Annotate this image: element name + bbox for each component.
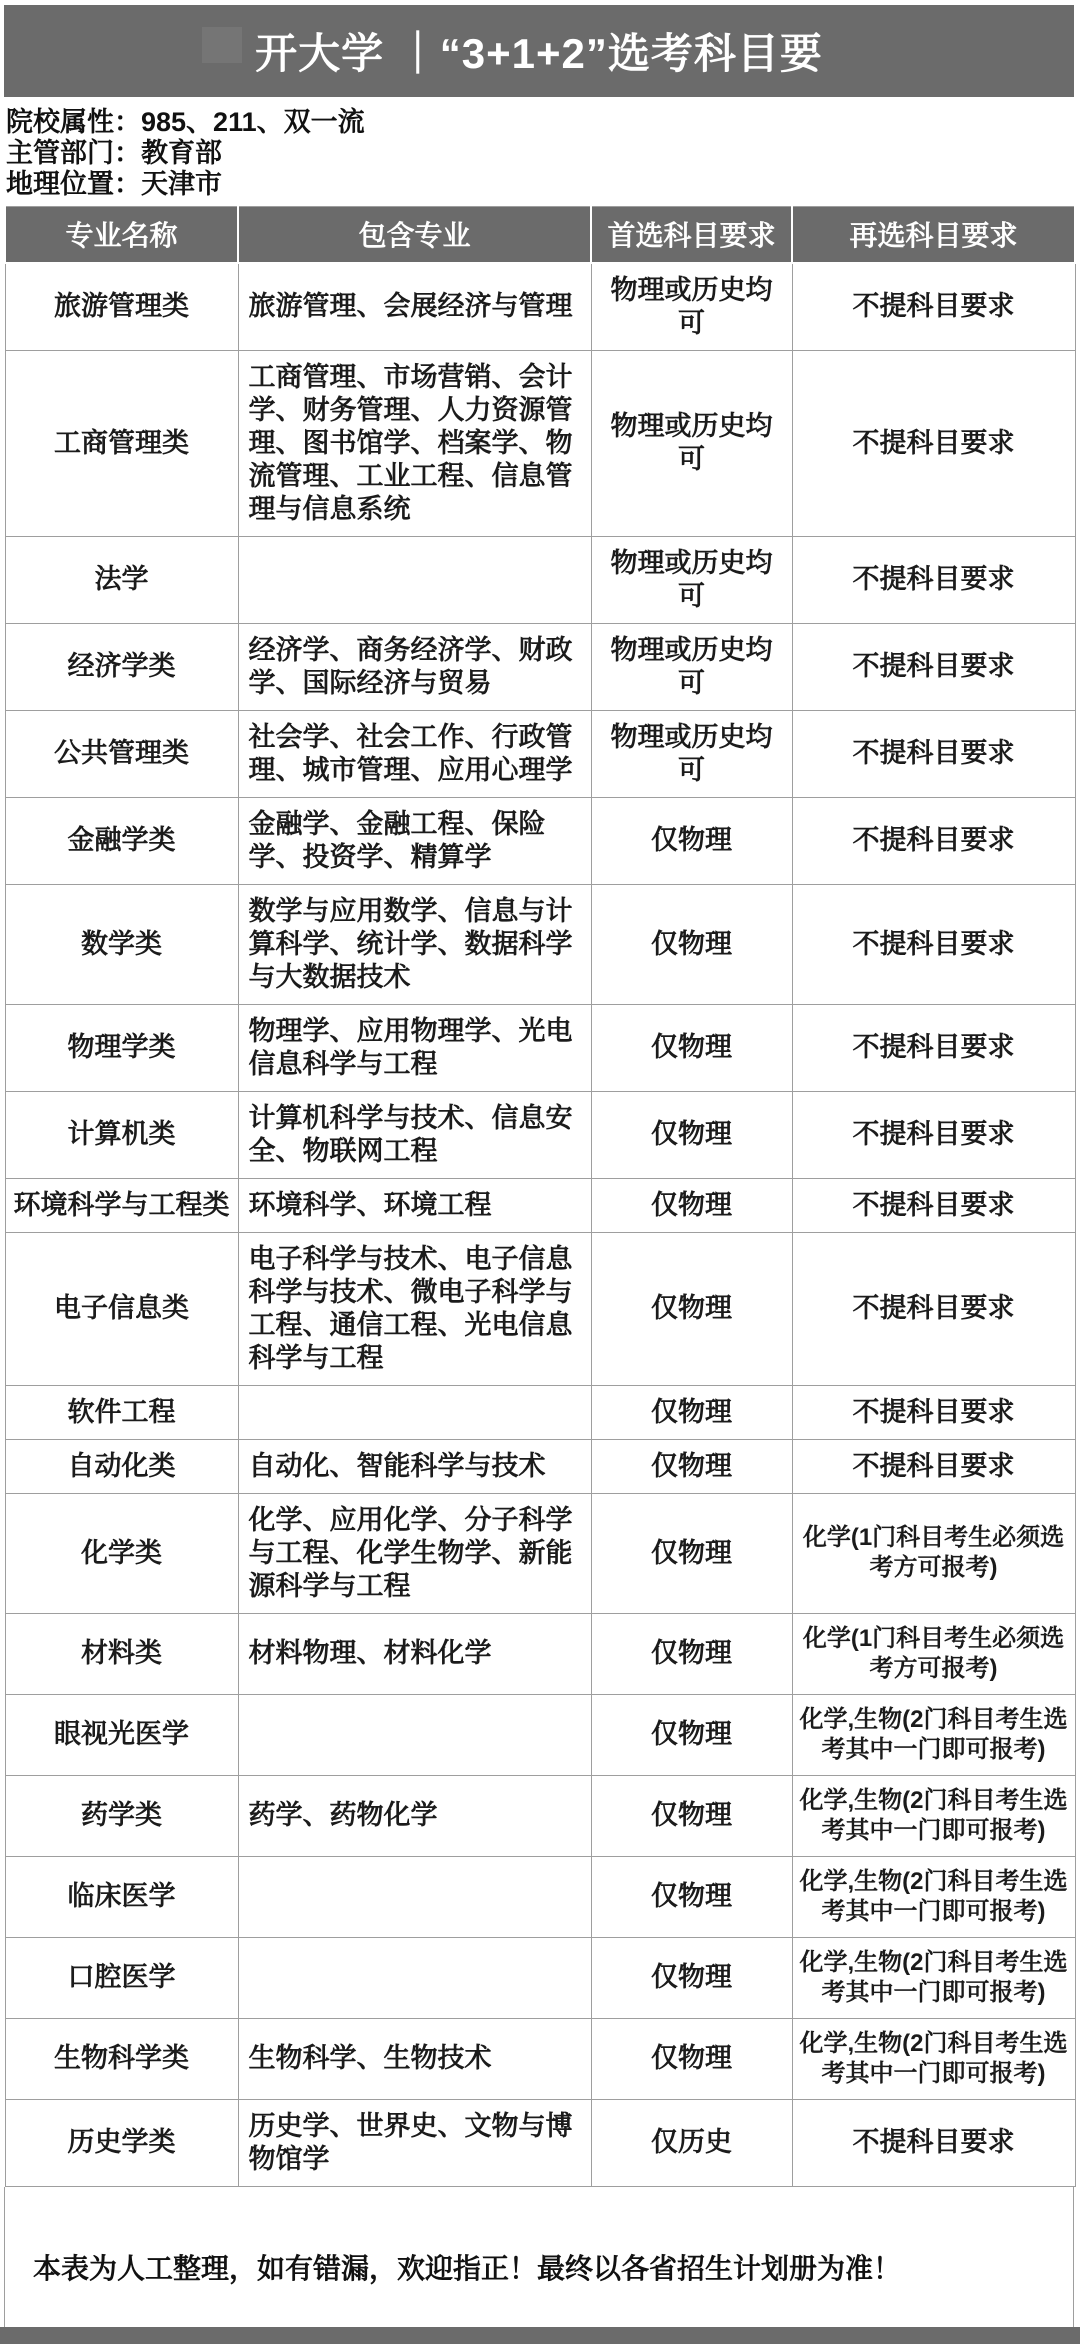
cell-second: 不提科目要求 [792, 884, 1075, 1004]
table-row [5, 710, 1075, 797]
column-header-first-subject: 首选科目要求 [591, 207, 792, 263]
cell-first: 仅物理 [591, 1439, 792, 1493]
cell-includes [238, 536, 591, 623]
info-department: 主管部门：教育部 [6, 138, 222, 168]
cell-first: 仅物理 [591, 1091, 792, 1178]
cell-second: 不提科目要求 [792, 623, 1075, 710]
cell-second: 不提科目要求 [792, 1385, 1075, 1439]
cell-includes: 计算机科学与技术、信息安全、物联网工程 [238, 1091, 591, 1178]
cell-major: 电子信息类 [5, 1232, 238, 1385]
school-info [0, 97, 1080, 206]
cell-major: 金融学类 [5, 797, 238, 884]
cell-includes: 环境科学、环境工程 [238, 1178, 591, 1232]
cell-includes: 电子科学与技术、电子信息科学与技术、微电子科学与工程、通信工程、光电信息科学与工程 [238, 1232, 591, 1385]
cell-first: 仅物理 [591, 1178, 792, 1232]
cell-second: 化学,生物(2门科目考生选考其中一门即可报考) [792, 1775, 1075, 1856]
cell-first: 仅物理 [591, 2018, 792, 2099]
cell-major: 旅游管理类 [5, 263, 238, 351]
cell-second: 不提科目要求 [792, 797, 1075, 884]
cell-major: 计算机类 [5, 1091, 238, 1178]
cell-includes: 社会学、社会工作、行政管理、城市管理、应用心理学 [238, 710, 591, 797]
cell-second: 化学,生物(2门科目考生选考其中一门即可报考) [792, 1856, 1075, 1937]
cell-first: 仅物理 [591, 1856, 792, 1937]
cell-first: 仅物理 [591, 797, 792, 884]
table-row [5, 884, 1075, 1004]
cell-major: 软件工程 [5, 1385, 238, 1439]
footer-note: 本表为人工整理，如有错漏，欢迎指正！最终以各省招生计划册为准！ [33, 2252, 902, 2284]
table-row [5, 1178, 1075, 1232]
column-header-second-subject: 再选科目要求 [792, 207, 1075, 263]
cell-includes: 药学、药物化学 [238, 1775, 591, 1856]
cell-includes: 生物科学、生物技术 [238, 2018, 591, 2099]
cell-major: 历史学类 [5, 2099, 238, 2186]
cell-second: 不提科目要求 [792, 1232, 1075, 1385]
page-title: 开大学 ｜“3+1+2”选考科目要 [255, 30, 823, 77]
cell-first: 仅物理 [591, 1694, 792, 1775]
table-row [5, 1493, 1075, 1613]
cell-includes: 旅游管理、会展经济与管理 [238, 263, 591, 351]
cell-includes: 金融学、金融工程、保险学、投资学、精算学 [238, 797, 591, 884]
cell-second: 不提科目要求 [792, 536, 1075, 623]
cell-second: 不提科目要求 [792, 1178, 1075, 1232]
cell-first: 物理或历史均可 [591, 350, 792, 536]
cell-first: 物理或历史均可 [591, 536, 792, 623]
cell-first: 仅物理 [591, 1775, 792, 1856]
bottom-bar [0, 2327, 1080, 2344]
table-row [5, 263, 1075, 351]
cell-includes: 自动化、智能科学与技术 [238, 1439, 591, 1493]
column-header-major: 专业名称 [5, 207, 238, 263]
table-row [5, 1856, 1075, 1937]
cell-includes: 历史学、世界史、文物与博物馆学 [238, 2099, 591, 2186]
cell-second: 不提科目要求 [792, 263, 1075, 351]
cell-major: 法学 [5, 536, 238, 623]
cell-major: 环境科学与工程类 [5, 1178, 238, 1232]
cell-major: 眼视光医学 [5, 1694, 238, 1775]
cell-second: 化学(1门科目考生必须选考方可报考) [792, 1613, 1075, 1694]
cell-first: 仅物理 [591, 1613, 792, 1694]
cell-major: 药学类 [5, 1775, 238, 1856]
logo-patch [202, 27, 242, 63]
table-row [5, 1232, 1075, 1385]
cell-major: 数学类 [5, 884, 238, 1004]
table-row [5, 797, 1075, 884]
cell-includes: 工商管理、市场营销、会计学、财务管理、人力资源管理、图书馆学、档案学、物流管理、工业工程、信息管理与信息系统 [238, 350, 591, 536]
table-row [5, 1385, 1075, 1439]
cell-second: 化学,生物(2门科目考生选考其中一门即可报考) [792, 1694, 1075, 1775]
table-row [5, 1091, 1075, 1178]
cell-first: 物理或历史均可 [591, 710, 792, 797]
cell-major: 化学类 [5, 1493, 238, 1613]
table-row [5, 2099, 1075, 2186]
cell-includes: 材料物理、材料化学 [238, 1613, 591, 1694]
table-row [5, 1004, 1075, 1091]
cell-second: 化学(1门科目考生必须选考方可报考) [792, 1493, 1075, 1613]
title-bar [4, 5, 1074, 97]
requirements-table [4, 206, 1076, 2187]
cell-includes [238, 1694, 591, 1775]
cell-first: 仅物理 [591, 1937, 792, 2018]
cell-first: 仅物理 [591, 1493, 792, 1613]
cell-major: 临床医学 [5, 1856, 238, 1937]
info-location: 地理位置：天津市 [6, 169, 222, 199]
cell-second: 不提科目要求 [792, 1091, 1075, 1178]
cell-major: 口腔医学 [5, 1937, 238, 2018]
cell-second: 不提科目要求 [792, 1004, 1075, 1091]
table-row [5, 1694, 1075, 1775]
cell-first: 仅历史 [591, 2099, 792, 2186]
cell-includes [238, 1856, 591, 1937]
table-row [5, 1439, 1075, 1493]
cell-includes: 物理学、应用物理学、光电信息科学与工程 [238, 1004, 591, 1091]
cell-includes [238, 1937, 591, 2018]
table-header-row [5, 207, 1075, 263]
footer-box [4, 2187, 1074, 2327]
table-row [5, 1775, 1075, 1856]
cell-includes: 化学、应用化学、分子科学与工程、化学生物学、新能源科学与工程 [238, 1493, 591, 1613]
cell-major: 经济学类 [5, 623, 238, 710]
cell-second: 不提科目要求 [792, 350, 1075, 536]
cell-first: 仅物理 [591, 884, 792, 1004]
table-row [5, 350, 1075, 536]
cell-second: 不提科目要求 [792, 710, 1075, 797]
cell-first: 物理或历史均可 [591, 623, 792, 710]
cell-includes: 数学与应用数学、信息与计算科学、统计学、数据科学与大数据技术 [238, 884, 591, 1004]
table-row [5, 1937, 1075, 2018]
info-attribute: 院校属性：985、211、双一流 [6, 107, 365, 137]
table-row [5, 536, 1075, 623]
cell-second: 化学,生物(2门科目考生选考其中一门即可报考) [792, 2018, 1075, 2099]
cell-first: 仅物理 [591, 1004, 792, 1091]
cell-major: 公共管理类 [5, 710, 238, 797]
cell-major: 自动化类 [5, 1439, 238, 1493]
table-body [5, 263, 1075, 2187]
cell-includes: 经济学、商务经济学、财政学、国际经济与贸易 [238, 623, 591, 710]
cell-second: 不提科目要求 [792, 1439, 1075, 1493]
cell-major: 物理学类 [5, 1004, 238, 1091]
table-row [5, 623, 1075, 710]
cell-second: 化学,生物(2门科目考生选考其中一门即可报考) [792, 1937, 1075, 2018]
cell-major: 材料类 [5, 1613, 238, 1694]
table-row [5, 2018, 1075, 2099]
cell-major: 生物科学类 [5, 2018, 238, 2099]
cell-second: 不提科目要求 [792, 2099, 1075, 2186]
cell-major: 工商管理类 [5, 350, 238, 536]
cell-first: 仅物理 [591, 1385, 792, 1439]
cell-first: 仅物理 [591, 1232, 792, 1385]
cell-includes [238, 1385, 591, 1439]
column-header-includes: 包含专业 [238, 207, 591, 263]
table-row [5, 1613, 1075, 1694]
cell-first: 物理或历史均可 [591, 263, 792, 351]
